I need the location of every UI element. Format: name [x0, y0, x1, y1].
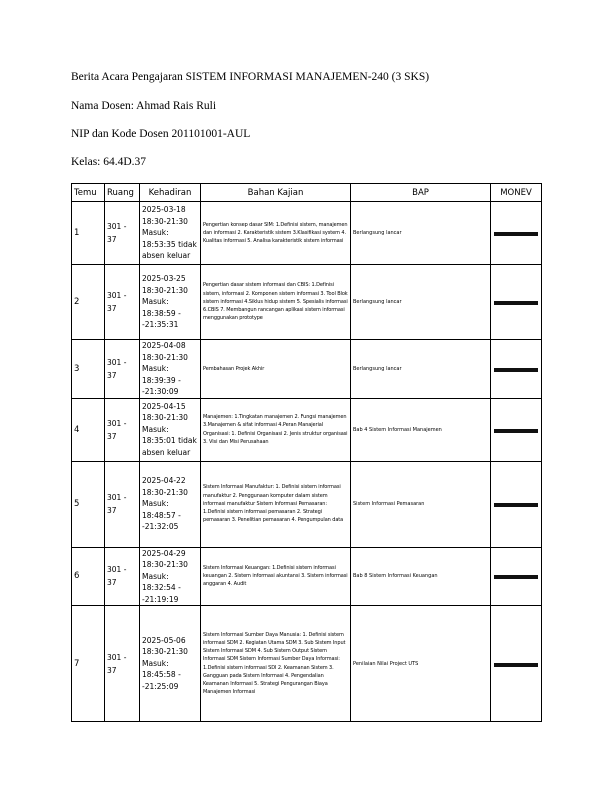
material-cell: Sistem Informasi Sumber Daya Manusia: 1. Definisi sistem informasi SDM 2. Kegiatan Utama SDM 3. Sub Sistem Input Sistem Informasi SDM 4. Sub Sistem Output Sistem Informasi SDM Sistem Informasi Sumber Daya Informasi: 1.Definisi sistem informasi SDI 2. Keamanan Sistem 3. Gangguan pada Sistem Informasi 4. Pengendalian Keamanan Informasi 5. Strategi Pengurangan Biaya Manajemen Informasi [201, 606, 351, 722]
room-cell: 301 - 37 [105, 202, 140, 265]
attendance-cell: 2025-04-08 18:30-21:30 Masuk: 18:39:39 --21:30:09 [140, 340, 201, 399]
bap-cell: Penilaian Nilai Project UTS [351, 606, 491, 722]
monev-status-mark [494, 575, 538, 579]
attendance-cell: 2025-03-18 18:30-21:30 Masuk: 18:53:35 tidak absen keluar [140, 202, 201, 265]
monev-cell [491, 606, 542, 722]
attendance-cell: 2025-03-25 18:30-21:30 Masuk: 18:38:59 --21:35:31 [140, 265, 201, 340]
attendance-cell: 2025-04-15 18:30-21:30 Masuk: 18:35:01 tidak absen keluar [140, 398, 201, 461]
room-cell: 301 - 37 [105, 461, 140, 547]
bap-cell: Berlangsung lancar [351, 265, 491, 340]
meeting-number: 1 [72, 202, 105, 265]
attendance-cell: 2025-04-22 18:30-21:30 Masuk: 18:48:57 --21:32:05 [140, 461, 201, 547]
teaching-record-table [71, 183, 542, 722]
lecturer-name: Nama Dosen: Ahmad Rais Ruli [71, 100, 217, 112]
table-row [72, 398, 542, 461]
meeting-number: 2 [72, 265, 105, 340]
room-cell: 301 - 37 [105, 265, 140, 340]
lecturer-nip: NIP dan Kode Dosen 201101001-AUL [71, 128, 251, 140]
attendance-cell: 2025-05-06 18:30-21:30 Masuk: 18:45:58 --21:25:09 [140, 606, 201, 722]
monev-cell [491, 398, 542, 461]
room-cell: 301 - 37 [105, 398, 140, 461]
attendance-cell: 2025-04-29 18:30-21:30 Masuk: 18:32:54 --21:19:19 [140, 547, 201, 606]
table-header-row [72, 184, 542, 202]
table-row [72, 461, 542, 547]
room-cell: 301 - 37 [105, 340, 140, 399]
table-row [72, 340, 542, 399]
monev-cell [491, 202, 542, 265]
col-header-bap: BAP [351, 184, 491, 202]
meeting-number: 4 [72, 398, 105, 461]
material-cell: Pengertian dasar sistem informasi dan CBIS: 1.Definisi sistem, informasi 2. Komponen sistem informasi 3. Tool Blok sistem informasi 4.Siklus hidup sistem 5. Spesialis informasi 6.CBIS 7. Membangun rancangan aplikasi sistem informasi menggunakan prototype [201, 265, 351, 340]
monev-status-mark [494, 301, 538, 305]
col-header-ruang: Ruang [105, 184, 140, 202]
monev-cell [491, 547, 542, 606]
bap-cell: Bab 8 Sistem Informasi Keuangan [351, 547, 491, 606]
col-header-kehadiran: Kehadiran [140, 184, 201, 202]
material-cell: Manajemen: 1.Tingkatan manajemen 2. Fungsi manajemen 3.Manajemen & sifat informasi 4.Peran Manajerial Organisasi: 1. Definisi Organisasi 2. Jenis struktur organisasi 3. Visi dan Misi Perusahaan [201, 398, 351, 461]
class-label: Kelas: 64.4D.37 [71, 156, 147, 168]
material-cell: Pembahasan Projek Akhir [201, 340, 351, 399]
bap-cell: Berlangsung lancar [351, 340, 491, 399]
monev-status-mark [494, 429, 538, 433]
table-row [72, 202, 542, 265]
document-title: Berita Acara Pengajaran SISTEM INFORMASI MANAJEMEN-240 (3 SKS) [71, 71, 430, 83]
meeting-number: 3 [72, 340, 105, 399]
monev-cell [491, 461, 542, 547]
material-cell: Sistem Informasi Manufaktur: 1. Definisi sistem informasi manufaktur 2. Penggunaan komputer dalam sistem informasi manufaktur Sistem Informasi Pemasaran: 1.Definisi sistem informasi pemasaran 2. Strategi pemasaran 3. Penelitian pemasaran 4. Pengumpulan data [201, 461, 351, 547]
monev-cell [491, 265, 542, 340]
material-cell: Sistem Informasi Keuangan: 1.Definisi sistem informasi keuangan 2. Sistem informasi akuntansi 3. Sistem informasi anggaran 4. Audit [201, 547, 351, 606]
bap-cell: Sistem Informasi Pemasaran [351, 461, 491, 547]
monev-status-mark [494, 232, 538, 236]
monev-status-mark [494, 663, 538, 667]
meeting-number: 6 [72, 547, 105, 606]
bap-cell: Bab 4 Sistem Informasi Manajemen [351, 398, 491, 461]
monev-cell [491, 340, 542, 399]
monev-status-mark [494, 368, 538, 372]
col-header-monev: MONEV [491, 184, 542, 202]
col-header-temu: Temu [72, 184, 105, 202]
meeting-number: 5 [72, 461, 105, 547]
meeting-number: 7 [72, 606, 105, 722]
table-row [72, 606, 542, 722]
monev-status-mark [494, 503, 538, 507]
table-row [72, 265, 542, 340]
col-header-bahan-kajian: Bahan Kajian [201, 184, 351, 202]
room-cell: 301 - 37 [105, 547, 140, 606]
table-row [72, 547, 542, 606]
bap-cell: Berlangsung lancar [351, 202, 491, 265]
material-cell: Pengertian konsep dasar SIM: 1.Definisi sistem, manajemen dan informasi 2. Karakteristik sistem 3.Klasifikasi system 4. Kualitas informasi 5. Analisa karakteristik sistem informasi [201, 202, 351, 265]
room-cell: 301 - 37 [105, 606, 140, 722]
